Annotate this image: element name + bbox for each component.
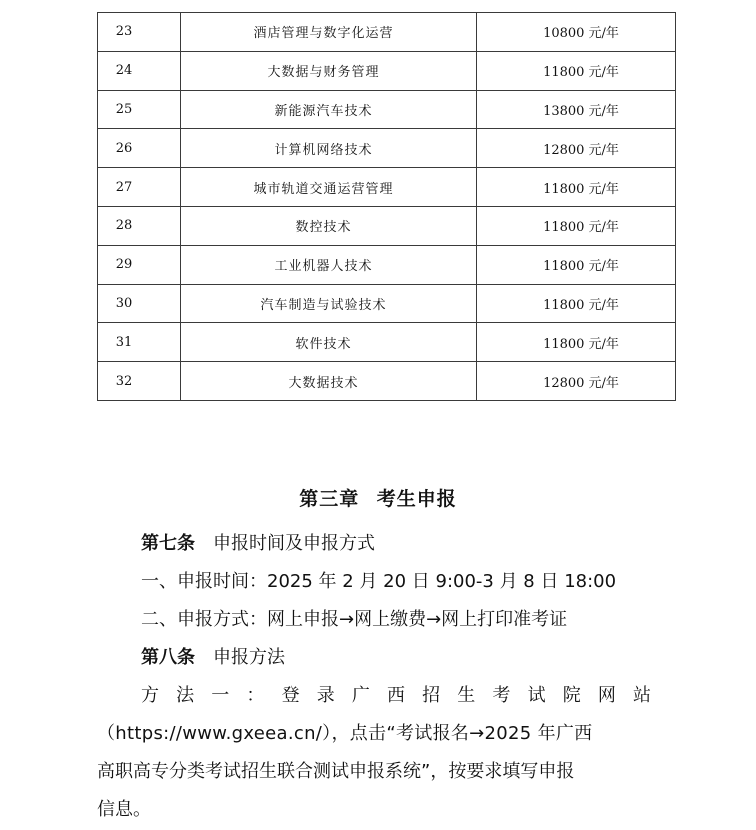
article7-time-line: 一、申报时间：2025 年 2 月 20 日 9:00-3 月 8 日 18:00 (141, 571, 617, 592)
major-name: 新能源汽车技术 (181, 90, 477, 129)
row-number: 32 (98, 362, 181, 401)
row-number: 30 (98, 284, 181, 323)
chapter-title: 第三章 考生申报 (299, 488, 457, 510)
major-name: 酒店管理与数字化运营 (181, 13, 477, 52)
row-number: 27 (98, 168, 181, 207)
fee-table (97, 12, 676, 401)
tuition-fee: 11800 元/年 (477, 168, 676, 207)
row-number: 31 (98, 323, 181, 362)
tuition-fee: 11800 元/年 (477, 206, 676, 245)
row-number: 23 (98, 13, 181, 52)
table-row (98, 206, 676, 245)
article7-heading (141, 529, 375, 555)
tuition-fee: 11800 元/年 (477, 245, 676, 284)
row-number: 25 (98, 90, 181, 129)
major-name: 大数据与财务管理 (181, 51, 477, 90)
article8-label: 第八条 (141, 647, 195, 668)
article8-paragraph-line-2: （https://www.gxeea.cn/），点击“考试报名→2025 年广西 (97, 723, 593, 744)
table-row (98, 245, 676, 284)
article8-heading (141, 643, 285, 669)
tuition-fee: 10800 元/年 (477, 13, 676, 52)
row-number: 29 (98, 245, 181, 284)
major-name: 计算机网络技术 (181, 129, 477, 168)
tuition-fee: 12800 元/年 (477, 129, 676, 168)
row-number: 24 (98, 51, 181, 90)
article7-title: 申报时间及申报方式 (213, 533, 375, 554)
table-row (98, 323, 676, 362)
major-name: 城市轨道交通运营管理 (181, 168, 477, 207)
major-name: 汽车制造与试验技术 (181, 284, 477, 323)
table-row (98, 284, 676, 323)
major-name: 软件技术 (181, 323, 477, 362)
table-row (98, 168, 676, 207)
article8-paragraph-line-1: 方法一：登录广西招生考试院网站 (141, 685, 651, 706)
tuition-fee: 11800 元/年 (477, 323, 676, 362)
tuition-fee: 11800 元/年 (477, 51, 676, 90)
table-row (98, 129, 676, 168)
tuition-fee: 11800 元/年 (477, 284, 676, 323)
article8-paragraph-line-4: 信息。 (97, 799, 151, 820)
fee-table-body (98, 13, 676, 401)
table-row (98, 362, 676, 401)
major-name: 工业机器人技术 (181, 245, 477, 284)
article7-label: 第七条 (141, 533, 195, 554)
article8-paragraph-line-3: 高职高专分类考试招生联合测试申报系统”，按要求填写申报 (97, 761, 575, 782)
article8-title: 申报方法 (213, 647, 285, 668)
major-name: 大数据技术 (181, 362, 477, 401)
row-number: 28 (98, 206, 181, 245)
table-row (98, 90, 676, 129)
major-name: 数控技术 (181, 206, 477, 245)
article7-method-line: 二、申报方式：网上申报→网上缴费→网上打印准考证 (141, 609, 568, 630)
row-number: 26 (98, 129, 181, 168)
table-row (98, 13, 676, 52)
table-row (98, 51, 676, 90)
tuition-fee: 13800 元/年 (477, 90, 676, 129)
tuition-fee: 12800 元/年 (477, 362, 676, 401)
